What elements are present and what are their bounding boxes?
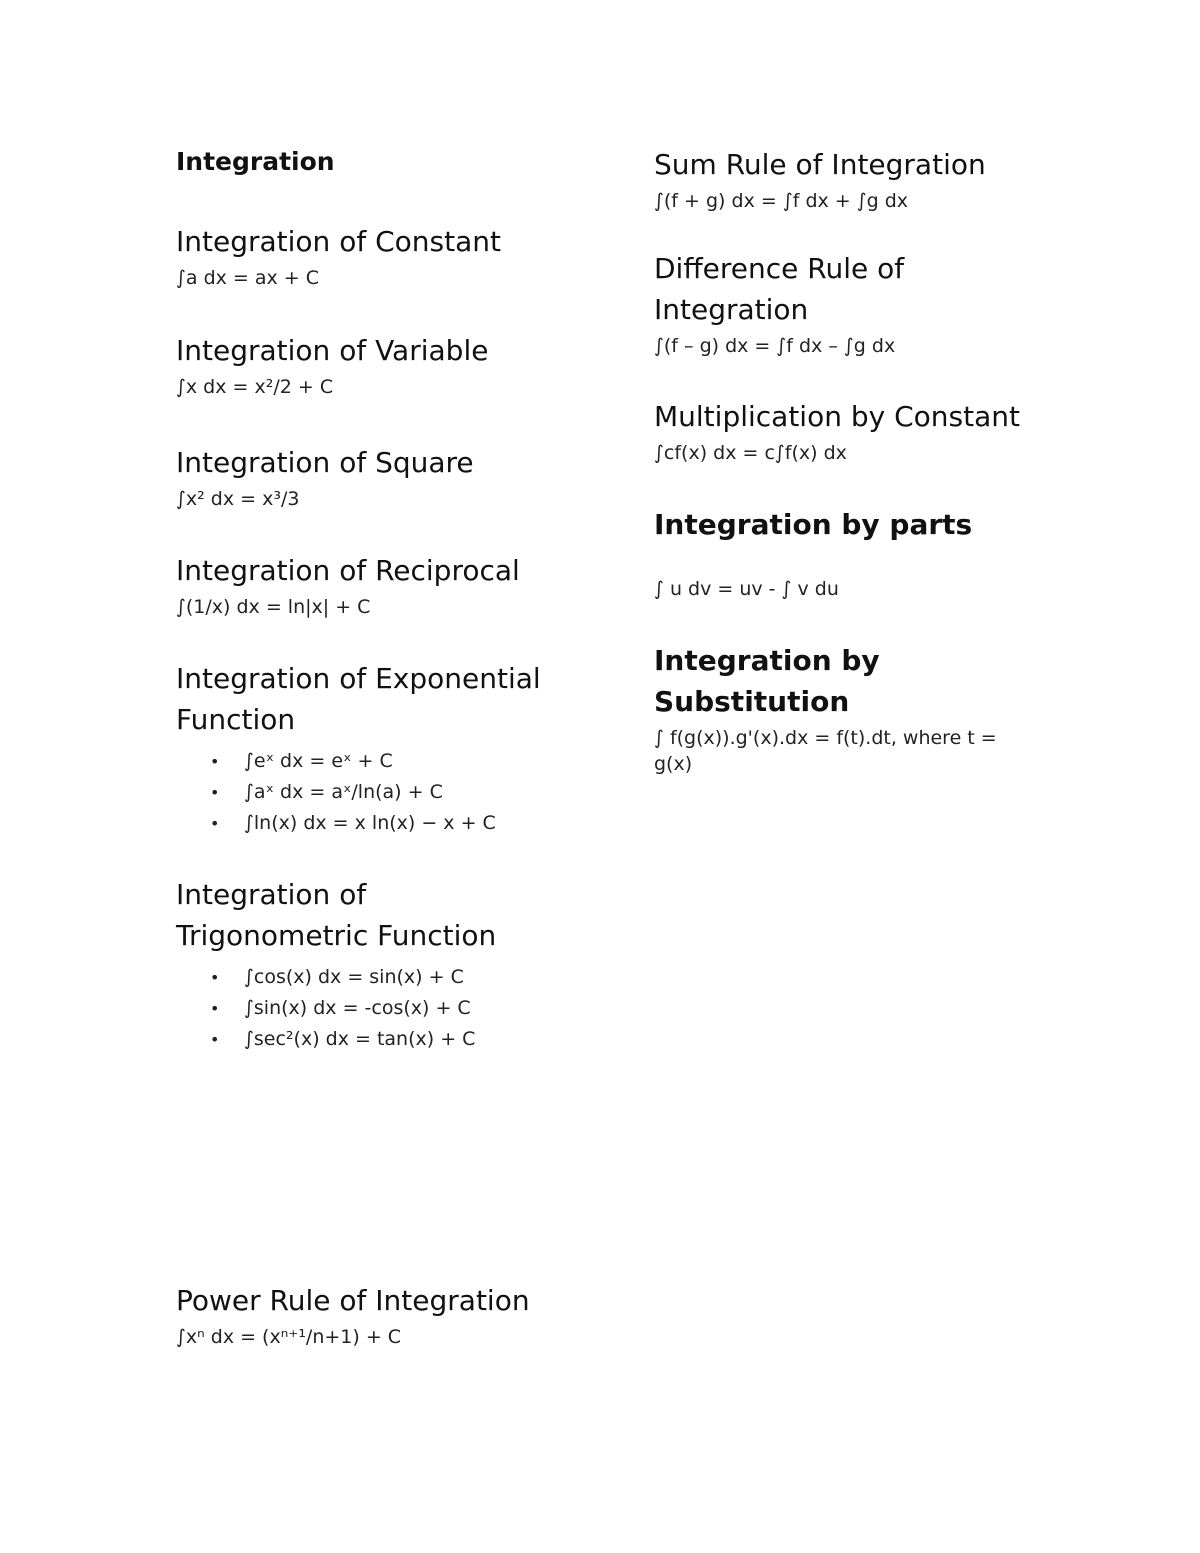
- list-item: [176, 993, 596, 1024]
- section-difference: [654, 248, 1054, 359]
- heading-exponential-line1: Integration of Exponential: [176, 662, 541, 695]
- bullet-icon: •: [210, 1030, 220, 1049]
- trig-list: [176, 962, 596, 1055]
- formula-difference: ∫(f – g) dx = ∫f dx – ∫g dx: [654, 335, 896, 357]
- formula-reciprocal: ∫(1/x) dx = ln|x| + C: [176, 596, 371, 618]
- formula-constant: ∫a dx = ax + C: [176, 267, 320, 289]
- right-column: [654, 140, 1054, 777]
- heading-variable: Integration of Variable: [176, 334, 489, 367]
- section-trig: [176, 874, 596, 1055]
- section-exponential: [176, 658, 596, 839]
- bullet-icon: •: [210, 752, 220, 771]
- formula-exp-3: ∫ln(x) dx = x ln(x) − x + C: [244, 812, 496, 834]
- section-power: [176, 1280, 596, 1350]
- bullet-icon: •: [210, 783, 220, 802]
- heading-power: Power Rule of Integration: [176, 1284, 530, 1317]
- left-column: [176, 140, 596, 1055]
- section-parts: [654, 504, 1054, 602]
- heading-constant: Integration of Constant: [176, 225, 501, 258]
- section-square: [176, 442, 596, 512]
- bullet-icon: •: [210, 999, 220, 1018]
- section-substitution: [654, 640, 1054, 777]
- formula-exp-2: ∫aˣ dx = aˣ/ln(a) + C: [244, 781, 443, 803]
- formula-trig-1: ∫cos(x) dx = sin(x) + C: [244, 966, 464, 988]
- list-item: [176, 962, 596, 993]
- section-multiplication: [654, 396, 1054, 466]
- section-sum: [654, 144, 1054, 214]
- heading-difference-line2: Integration: [654, 293, 809, 326]
- formula-substitution-line2: g(x): [654, 753, 693, 775]
- heading-sum: Sum Rule of Integration: [654, 148, 986, 181]
- formula-trig-3: ∫sec²(x) dx = tan(x) + C: [244, 1028, 476, 1050]
- formula-square: ∫x² dx = x³/3: [176, 488, 300, 510]
- heading-reciprocal: Integration of Reciprocal: [176, 554, 520, 587]
- section-constant: [176, 221, 596, 291]
- heading-parts: Integration by parts: [654, 508, 973, 541]
- bottom-section: [176, 1280, 596, 1350]
- list-item: [176, 808, 596, 839]
- formula-multiplication: ∫cf(x) dx = c∫f(x) dx: [654, 442, 847, 464]
- list-item: [176, 777, 596, 808]
- heading-substitution-line2: Substitution: [654, 685, 850, 718]
- formula-sum: ∫(f + g) dx = ∫f dx + ∫g dx: [654, 190, 909, 212]
- formula-parts: ∫ u dv = uv - ∫ v du: [654, 578, 839, 600]
- formula-variable: ∫x dx = x²/2 + C: [176, 376, 334, 398]
- heading-multiplication: Multiplication by Constant: [654, 400, 1020, 433]
- heading-exponential-line2: Function: [176, 703, 296, 736]
- bullet-icon: •: [210, 814, 220, 833]
- heading-square: Integration of Square: [176, 446, 474, 479]
- section-variable: [176, 330, 596, 400]
- section-reciprocal: [176, 550, 596, 620]
- heading-difference-line1: Difference Rule of: [654, 252, 905, 285]
- heading-trig-line2: Trigonometric Function: [176, 919, 497, 952]
- formula-exp-1: ∫eˣ dx = eˣ + C: [244, 750, 393, 772]
- formula-power: ∫xⁿ dx = (xⁿ⁺¹/n+1) + C: [176, 1326, 402, 1348]
- formula-trig-2: ∫sin(x) dx = -cos(x) + C: [244, 997, 471, 1019]
- exponential-list: [176, 746, 596, 839]
- list-item: [176, 1024, 596, 1055]
- document-title: Integration: [176, 147, 335, 176]
- heading-substitution-line1: Integration by: [654, 644, 880, 677]
- list-item: [176, 746, 596, 777]
- heading-trig-line1: Integration of: [176, 878, 367, 911]
- bullet-icon: •: [210, 968, 220, 987]
- formula-substitution-line1: ∫ f(g(x)).g'(x).dx = f(t).dt, where t =: [654, 727, 997, 749]
